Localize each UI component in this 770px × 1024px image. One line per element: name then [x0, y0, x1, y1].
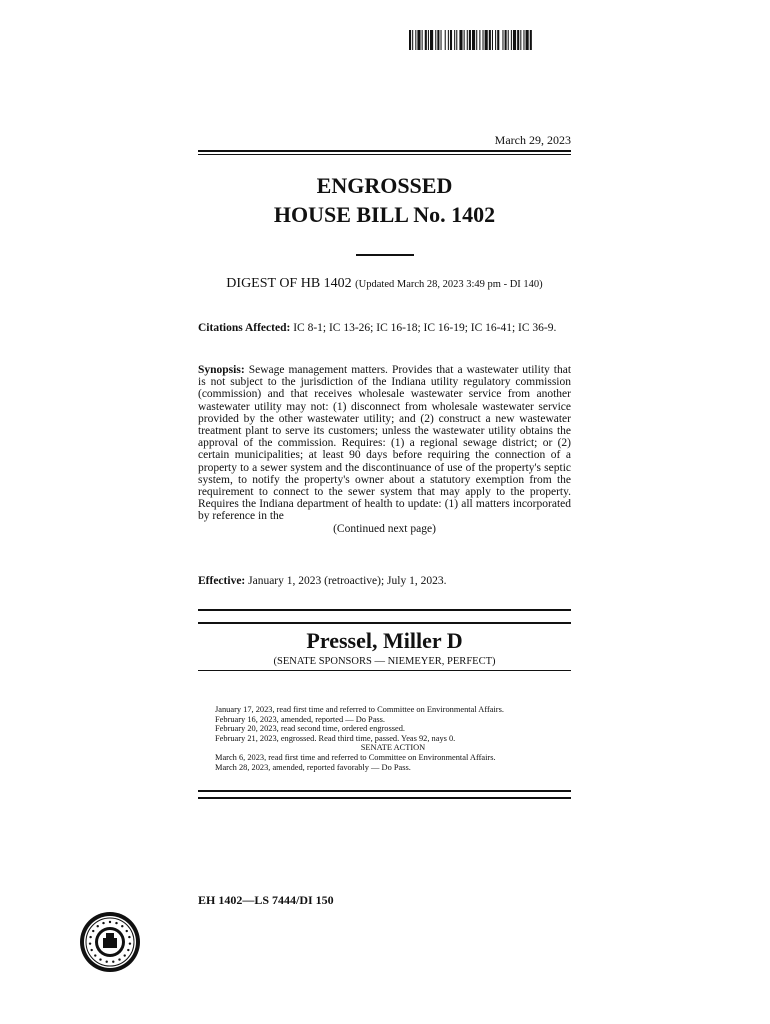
bill-title-line2: HOUSE BILL No. 1402	[273, 202, 496, 227]
seal-star	[106, 961, 108, 963]
synopsis	[198, 364, 571, 535]
barcode-bar	[425, 30, 427, 50]
divider-rule	[198, 154, 571, 155]
barcode-bar	[417, 30, 420, 50]
seal-star	[92, 930, 94, 932]
seal-star	[94, 954, 96, 956]
barcode	[409, 30, 589, 50]
barcode-bar	[530, 30, 532, 50]
seal-star	[121, 925, 123, 927]
barcode-bar	[448, 30, 449, 50]
divider-rule	[198, 797, 571, 799]
seal-star	[127, 949, 129, 951]
barcode-bar	[469, 30, 471, 50]
divider-rule	[198, 150, 571, 152]
barcode-bar	[459, 30, 462, 50]
barcode-bar	[495, 30, 496, 50]
barcode-bar	[456, 30, 457, 50]
barcode-bar	[513, 30, 516, 50]
seal-star	[97, 925, 99, 927]
synopsis-label: Synopsis:	[198, 364, 245, 376]
barcode-bar	[520, 30, 521, 50]
history-line: February 21, 2023, engrossed. Read third time, passed. Yeas 92, nays 0.	[215, 733, 456, 743]
author-name: Pressel, Miller D	[306, 628, 463, 653]
history-line: February 20, 2023, read second time, ordered engrossed.	[215, 724, 406, 734]
barcode-bar	[435, 30, 436, 50]
seal-star	[89, 936, 91, 938]
barcode-bar	[450, 30, 452, 50]
seal-star	[112, 961, 114, 963]
barcode-bar	[412, 30, 413, 50]
barcode-bar	[415, 30, 416, 50]
barcode-bar	[454, 30, 455, 50]
barcode-bar	[502, 30, 503, 50]
bill-title-line1: ENGROSSED	[316, 173, 453, 198]
seal-star	[90, 949, 92, 951]
divider-rule	[198, 790, 571, 792]
history-line: March 28, 2023, amended, reported favorably — Do Pass.	[215, 762, 411, 772]
seal-star	[129, 942, 131, 944]
seal-star	[128, 936, 130, 938]
barcode-bar	[437, 30, 439, 50]
barcode-bar	[489, 30, 491, 50]
barcode-bar	[467, 30, 468, 50]
digest-title: DIGEST OF HB 1402	[226, 276, 352, 291]
barcode-bar	[464, 30, 465, 50]
short-divider	[356, 254, 414, 256]
divider-rule	[198, 609, 571, 611]
state-seal-icon	[79, 911, 141, 973]
seal-star	[124, 954, 126, 956]
barcode-bar	[508, 30, 509, 50]
history-line: January 17, 2023, read first time and referred to Committee on Environmental Affairs.	[215, 705, 504, 714]
legislative-history	[215, 705, 571, 772]
citations-affected	[198, 322, 571, 334]
citations-label: Citations Affected:	[198, 322, 291, 334]
barcode-bar	[409, 30, 411, 50]
seal-star	[99, 958, 101, 960]
effective-label: Effective:	[198, 575, 246, 587]
barcode-bar	[445, 30, 446, 50]
digest-heading	[198, 276, 571, 292]
barcode-bar	[485, 30, 488, 50]
synopsis-text: Sewage management matters. Provides that a wastewater utility that is not subject to the jurisdiction of the Indiana utility regulatory commission (commission) and that receives wholesale wastewater service from another wastewater utility may not: (1) disconnect from wholesale wastewater service provided by the other wastewater utility; and (2) construct a new wastewater treatment plant to serve its customers; unless the wastewater utility obtains the approval of the commission. Requires: (1) a regional sewage district; or (2) certain municipalities; at least 90 days before requiring the connection of a property to a sewer system and the discontinuance of use of the property's septic system, to notify the property's owner about a statutory exemption from the requirement to connect to the sewer system that may apply to the property. Requires the Indiana department of health to update: (1) all matters incorporated by reference in the	[198, 364, 572, 523]
barcode-bar	[441, 30, 442, 50]
barcode-bar	[492, 30, 493, 50]
barcode-bar	[476, 30, 477, 50]
barcode-bar	[523, 30, 524, 50]
bill-identifier: EH 1402—LS 7444/DI 150	[198, 893, 334, 907]
effective-text: January 1, 2023 (retroactive); July 1, 2023.	[248, 575, 447, 587]
history-line: March 6, 2023, read first time and referred to Committee on Environmental Affairs.	[215, 752, 496, 762]
divider-rule	[198, 670, 571, 671]
digest-updated: (Updated March 28, 2023 3:49 pm - DI 140)	[355, 279, 543, 290]
seal-star	[118, 958, 120, 960]
effective-dates	[198, 575, 571, 587]
seal-star	[126, 930, 128, 932]
bill-date: March 29, 2023	[494, 133, 571, 147]
seal-star	[89, 942, 91, 944]
senate-action-heading: SENATE ACTION	[360, 743, 426, 753]
barcode-bar	[517, 30, 519, 50]
barcode-bar	[511, 30, 512, 50]
seal-star	[115, 922, 117, 924]
history-line: February 16, 2023, amended, reported — Do Pass.	[215, 714, 386, 724]
barcode-bar	[497, 30, 499, 50]
barcode-bar	[479, 30, 480, 50]
seal-star	[102, 922, 104, 924]
senate-sponsors: (SENATE SPONSORS — NIEMEYER, PERFECT)	[273, 656, 496, 667]
barcode-bar	[505, 30, 507, 50]
continued-note: (Continued next page)	[333, 522, 436, 535]
barcode-bar	[526, 30, 529, 50]
barcode-bar	[430, 30, 433, 50]
divider-rule	[198, 622, 571, 624]
barcode-bar	[422, 30, 423, 50]
barcode-bar	[428, 30, 429, 50]
citations-text: IC 8-1; IC 13-26; IC 16-18; IC 16-19; IC 16-41; IC 36-9.	[293, 322, 557, 334]
seal-star	[109, 921, 111, 923]
barcode-bar	[483, 30, 484, 50]
barcode-bar	[472, 30, 475, 50]
